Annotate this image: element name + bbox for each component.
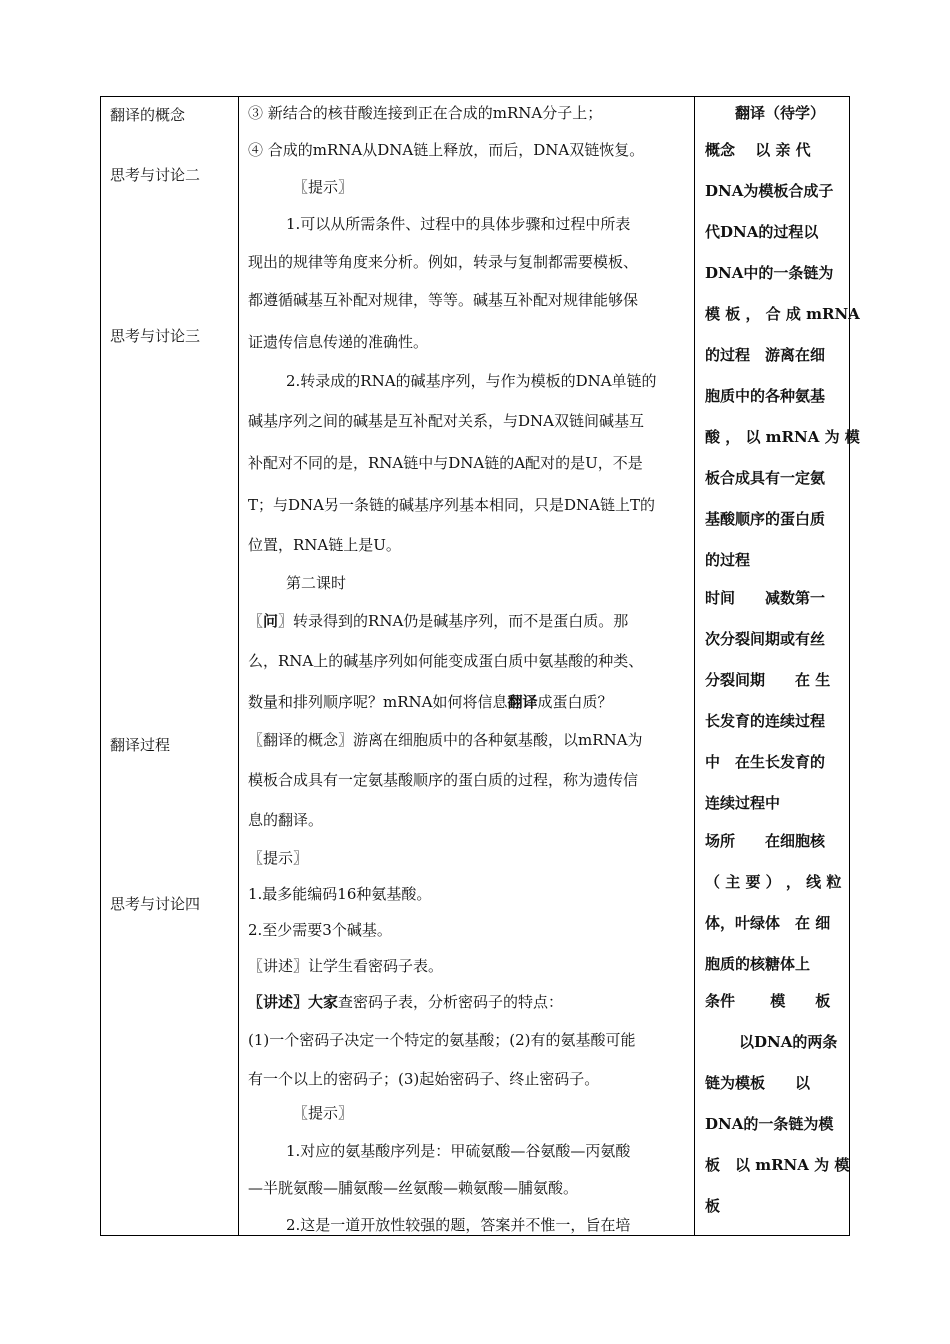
content-line: 现出的规律等角度来分析。例如，转录与复制都需要模板、 bbox=[248, 253, 639, 271]
content-line: 〖翻译的概念〗游离在细胞质中的各种氨基酸，以mRNA为 bbox=[248, 731, 643, 749]
notes-line: 板 bbox=[705, 1197, 721, 1215]
content-line: 补配对不同的是，RNA链中与DNA链的A配对的是U，不是 bbox=[248, 454, 643, 472]
hint-heading: 〖提示〗 bbox=[248, 849, 309, 867]
notes-line: 概念 以 亲 代 bbox=[705, 141, 811, 159]
notes-column bbox=[695, 97, 860, 1235]
notes-line: 酸 ， 以 mRNA 为 模 bbox=[705, 428, 860, 446]
notes-line: 胞质的核糖体上 bbox=[705, 955, 811, 973]
content-line: 2.至少需要3个碱基。 bbox=[248, 921, 392, 939]
content-line: 证遗传信息传递的准确性。 bbox=[248, 333, 429, 351]
label-translation-concept: 翻译的概念 bbox=[110, 106, 186, 124]
content-line: 〖问〗转录得到的RNA仍是碱基序列，而不是蛋白质。那 bbox=[248, 612, 629, 630]
notes-line: 中 在生长发育的 bbox=[705, 753, 826, 771]
section-label-column bbox=[101, 97, 239, 1235]
content-line: 位置，RNA链上是U。 bbox=[248, 536, 401, 554]
notes-line: 代DNA的过程以 bbox=[705, 223, 819, 241]
notes-line: DNA的一条链为模 bbox=[705, 1115, 834, 1133]
content-line: 2.这是一道开放性较强的题，答案并不惟一，旨在培 bbox=[286, 1216, 631, 1234]
content-line: 2.转录成的RNA的碱基序列，与作为模板的DNA单链的 bbox=[286, 372, 657, 390]
content-line: 1.可以从所需条件、过程中的具体步骤和过程中所表 bbox=[286, 215, 631, 233]
label-discussion-3: 思考与讨论三 bbox=[110, 327, 201, 345]
content-line: 有一个以上的密码子；(3)起始密码子、终止密码子。 bbox=[248, 1070, 600, 1088]
notes-line: 分裂间期 在 生 bbox=[705, 671, 831, 689]
content-line: ④ 合成的mRNA从DNA链上释放，而后，DNA双链恢复。 bbox=[248, 141, 645, 159]
notes-line: 时间 减数第一 bbox=[705, 589, 826, 607]
notes-line: 以DNA的两条 bbox=[739, 1033, 838, 1051]
label-translation-process: 翻译过程 bbox=[110, 736, 171, 754]
content-line: 都遵循碱基互补配对规律，等等。碱基互补配对规律能够保 bbox=[248, 291, 639, 309]
lesson-table bbox=[100, 96, 860, 1236]
content-line: 1.对应的氨基酸序列是：甲硫氨酸—谷氨酸—丙氨酸 bbox=[286, 1142, 631, 1160]
notes-line: 场所 在细胞核 bbox=[705, 832, 826, 850]
content-line: 〖讲述〗大家查密码子表，分析密码子的特点： bbox=[248, 993, 564, 1011]
content-line: 碱基序列之间的碱基是互补配对关系，与DNA双链间碱基互 bbox=[248, 412, 644, 430]
content-line: T；与DNA另一条链的碱基序列基本相同，只是DNA链上T的 bbox=[248, 496, 655, 514]
lesson-period-heading: 第二课时 bbox=[286, 574, 347, 592]
notes-line: 链为模板 以 bbox=[705, 1074, 811, 1092]
notes-line: 胞质中的各种氨基 bbox=[705, 387, 826, 405]
notes-line: 连续过程中 bbox=[705, 794, 781, 812]
notes-line: 的过程 bbox=[705, 551, 751, 569]
notes-line: 长发育的连续过程 bbox=[705, 712, 826, 730]
notes-line: 次分裂间期或有丝 bbox=[705, 630, 826, 648]
notes-line: 板 以 mRNA 为 模 bbox=[705, 1156, 850, 1174]
hint-heading: 〖提示〗 bbox=[293, 178, 354, 196]
notes-title: 翻译（待学） bbox=[735, 104, 826, 122]
notes-line: 模 板 ， 合 成 mRNA bbox=[705, 305, 860, 323]
label-discussion-4: 思考与讨论四 bbox=[110, 895, 201, 913]
notes-line: 的过程 游离在细 bbox=[705, 346, 826, 364]
content-line: 1.最多能编码16种氨基酸。 bbox=[248, 885, 432, 903]
content-line: 数量和排列顺序呢？mRNA如何将信息翻译成蛋白质？ bbox=[248, 693, 613, 711]
notes-line: DNA为模板合成子 bbox=[705, 182, 834, 200]
hint-heading: 〖提示〗 bbox=[293, 1104, 354, 1122]
content-line: ③ 新结合的核苷酸连接到正在合成的mRNA分子上； bbox=[248, 104, 603, 122]
content-column bbox=[239, 97, 695, 1235]
content-line: 模板合成具有一定氨基酸顺序的蛋白质的过程，称为遗传信 bbox=[248, 771, 639, 789]
content-line: 〖讲述〗让学生看密码子表。 bbox=[248, 957, 444, 975]
content-line: (1)一个密码子决定一个特定的氨基酸；(2)有的氨基酸可能 bbox=[248, 1031, 636, 1049]
label-discussion-2: 思考与讨论二 bbox=[110, 166, 201, 184]
notes-line: （ 主 要 ） ， 线 粒 bbox=[705, 873, 842, 891]
notes-line: 条件 模 板 bbox=[705, 992, 831, 1010]
notes-line: 体，叶绿体 在 细 bbox=[705, 914, 831, 932]
notes-line: 基酸顺序的蛋白质 bbox=[705, 510, 826, 528]
content-line: —半胱氨酸—脯氨酸—丝氨酸—赖氨酸—脯氨酸。 bbox=[248, 1179, 579, 1197]
content-line: 么，RNA上的碱基序列如何能变成蛋白质中氨基酸的种类、 bbox=[248, 652, 644, 670]
content-line: 息的翻译。 bbox=[248, 811, 324, 829]
notes-line: 板合成具有一定氨 bbox=[705, 469, 826, 487]
notes-line: DNA中的一条链为 bbox=[705, 264, 834, 282]
